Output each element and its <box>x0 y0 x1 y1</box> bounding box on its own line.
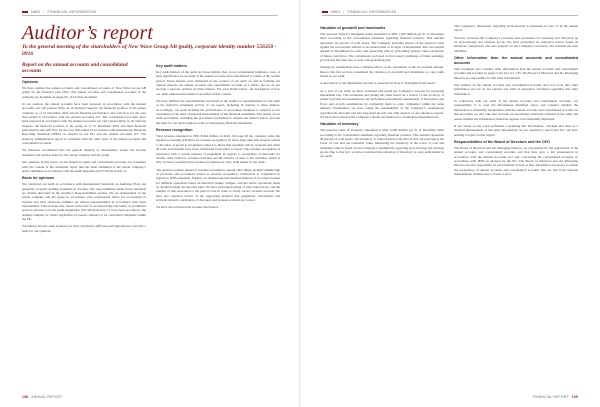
body-paragraph: We therefore recommend that the general meeting of shareholders adopts the income statement and balance sheet for the parent company and the group. <box>22 148 146 157</box>
footer-label: FINANCIAL REPORT <box>532 395 569 399</box>
body-paragraph: In our opinion, the annual accounts have been prepared in accordance with the Annual Accounts Act and present fairly, in all material respects, the financial position of the parent company as of 31 December 2022 and its financial performance and cash flow for the year then ended in accordance with the Annual Accounts Act. The consolidated accounts have been prepared in accordance with the Annual Accounts Act and present fairly, in all material respects, the financial position of the group as of 31 December 2022 and their financial performance and cash flow for the year then ended in accordance with International Financial Reporting Standards (IFRS), as adopted by the EU, and the Annual Accounts Act. The statutory administration report is consistent with the other parts of the annual accounts and consolidated accounts. <box>22 102 146 146</box>
header-separator: | <box>343 10 345 14</box>
section-heading: Revenue recognition <box>156 128 193 133</box>
section-heading: Valuation of goodwill and trademarks <box>320 26 386 30</box>
section-heading: Key audit matters <box>156 64 187 68</box>
brand-mark-icon <box>322 11 328 13</box>
header-brand: NWG <box>31 10 41 14</box>
body-paragraph: We have fulfilled the responsibilities described in the Auditor’s responsibilities for the audit of the financial statements section of our report, including in relation to these matters. Accordingly, our audit included the performance of procedures designed to respond to our assessment of the risks of material misstatement of the financial statements. The results of our audit procedures, including the procedures performed to address the matters below, provide the basis for our audit opinion on the accompanying financial statements. <box>156 99 280 125</box>
right-column-2 <box>454 24 578 388</box>
body-paragraph: Our opinion on the annual accounts and consolidated accounts does not cover this other information and we do not express any form of assurance conclusion regarding this other information. <box>454 83 578 96</box>
header-section: FINANCIAL INFORMATION <box>347 10 397 14</box>
body-paragraph: We have also reviewed the revenue disclosures. <box>156 205 219 210</box>
body-paragraph: Changes in assumptions have a material effect on the calculation of the recoverable amount. Due to this fact we have considered the valuation of goodwill and trademarks as a key audit matter in our audit. <box>320 65 444 79</box>
left-column-1 <box>22 78 146 388</box>
header-section: FINANCIAL INFORMATION <box>47 10 97 14</box>
body-paragraph: A description of the impairment test that is presented in Note 9 “Intangible fixed assets”. <box>320 81 437 86</box>
page-number: 108 <box>22 395 29 399</box>
body-paragraph: We have reviewed the Company’s processes and procedures for assessing and following up on slow-moving and obsolete goods. We have performed an analytical review based on historical comparisons and data analysis on the Company’s inventory and assessed the data reliability. <box>454 35 578 53</box>
page-header <box>322 10 578 16</box>
section-heading: Other information than the annual accounts and consolidated accounts <box>454 56 578 66</box>
body-paragraph: As a part of our audit we have evaluated and tested the Company’s process for preparing impairment test. The evaluation and testing has been based on a review of the accuracy of earlier forecasts and assumptions. We performed reasonability assessments of forecasted cash flows and growth assumptions by comparing them to other companies within the same industry. Furthermore we have tested the sustainability of the Company’s assumptions regarding the discount rate and long-term growth rate with support of our valuation experts. We have also reviewed the Company’s model and method for conducting impairment test. <box>320 88 444 119</box>
right-column-1 <box>320 24 444 388</box>
page-footer <box>533 395 578 399</box>
page-number: 109 <box>571 395 578 399</box>
section-heading: Valuation of inventory <box>320 122 359 127</box>
body-paragraph: The reported value of inventory amounted to SEK 3,290 million per 31 of December 2022 according to the consolidated statement regarding financial position. This amount represents 40 percent of total assets. The inventory is valued based on the first in first out principle at the lower of cost and net realisable value. Measuring the inventory at the lower of cost and realisable value is based on the Company’s assumptions regarding slow-moving and obsolete goods. Due to this fact, we have considered the valuation of inventory as a key audit matter in our audit. <box>320 128 444 159</box>
body-paragraph: The audit procedures related to revenue recognition, among other things include walkthrough of processes and procedures related to revenue recognition, verification of compliance in regards to IFRS standards. Further, we audited selected detailed analyses of recorded revenue for different operations based on historical results, budgets, and the below operations made by detailed testing the reported sales. We have performed testing of sales transactions, and the transfer of risk associated to the period close in order to verify correct revenue accruals. We have also assessed review of the supporting material that judgments, calculations and accruals related to estimation of discounts and revenue accruals are correct. <box>156 167 280 202</box>
footer-label: ANNUAL REPORT <box>31 395 63 399</box>
page-title: Auditor’s report <box>22 22 154 44</box>
addressee: To the general meeting of the shareholders of New Wave Group AB (publ), corporate identity number 556350 - 0916 <box>22 44 277 57</box>
body-paragraph: The reported value for intangible assets amounted to SEK 1,509 million per 31 of December 2022 according to the consolidated statement regarding financial position. That amount represents 16 percent of total assets. The Company performs checks of the reported value against the recoverable amount at an annual basis or at signs of impairment. The recoverable amount is determined for each cash generating unit by performing present value calculation of future cash flows. The calculations are based on the Group’s estimates of future earnings, growth and discount rate of each cash generating unit. <box>320 32 444 63</box>
section-heading: Responsibilities of the Board of Directors and the CEO <box>454 139 550 144</box>
header-brand: NWG <box>331 10 341 14</box>
body-paragraph: We have audited the annual accounts and consolidated accounts of New Wave Group AB (publ) for the financial year 2022. The annual accounts and consolidated accounts of the company are included on pages 63–114 in this document. <box>22 86 146 99</box>
report-heading: Report on the annual accounts and consolidated accounts <box>22 62 146 78</box>
header-separator: | <box>43 10 45 14</box>
body-paragraph: Key audit matters of the audit are those matters that, in our professional judgment, were of most significance in our audit of the annual accounts and consolidated accounts of the current period. These matters were addressed in the context of our audit of, and in forming our opinion thereon, the annual accounts and consolidated accounts as a whole, but we do not provide a separate opinion on these matters. For each matter below, our description of how our audit addressed the matter is provided in that context. <box>156 70 280 96</box>
right-page <box>300 0 600 407</box>
body-paragraph: Our opinions in this report on the annual accounts and consolidated accounts are consistent with the content of the additional report that has been submitted to the parent company’s audit committee in accordance with the Audit Regulation (537/2014) Article 11. <box>22 160 146 173</box>
body-paragraph: The Board of Directors and the Managing Director are responsible for the preparation of the annual accounts and consolidated accounts and that they give a fair presentation in accordance with the Annual Accounts Act and, concerning the consolidated accounts, in accordance with IFRS as adopted by the EU. The Board of Directors and the Managing Director are also responsible for such internal control as they determine is necessary to enable the preparation of annual accounts and consolidated accounts that are free from material misstatement, whether due to fraud or error. <box>454 145 578 176</box>
body-paragraph: Total revenue amounted to SEK 8,944 million in 2022. On page 90 the company states the applied accounting principles for revenue recognition. In those deep rules that revenue related to the sales of goods is recognized when it is likely that payment will be received and when all risks and benefits have been transferred from seller to buyer. The revenue recognition is associated with a certain element of judgement in regards to recognition of discounts for retailer, risks related to revenue reduction and the transfer of risks to the customer, which is why we have considered the revenue recognition as a key audit matter in our audit. <box>156 134 280 165</box>
body-paragraph: The Company’s disclosures regarding stock-in-trade is presented in note 15 in the annual report. <box>454 24 578 33</box>
body-paragraph: We conducted our audit in accordance with International Standards on Auditing (ISA) and generally accepted auditing standards in Sweden. Our responsibilities under those standards are further described in the Auditor’s Responsibilities section. We are independent of the parent company and the group in accordance with professional ethics for accountants in Sweden and have otherwise fulfilled our ethical responsibilities in accordance with these requirements. This includes that, based on the best of our knowledge and belief, no prohibited services referred to in the Audit Regulation (537/2014) Article 5.1 have been provided to the audited company or, where applicable, its parent company or its controlled companies within the EU. <box>22 182 146 221</box>
body-paragraph: In connection with our audit of the annual accounts and consolidated accounts, our responsibility is to read the information identified above and consider whether the information is materially inconsistent with the annual accounts and consolidated accounts. In this procedure we also take into account our knowledge otherwise obtained in the audit and assess whether the information otherwise appears to be materially misstated. <box>454 99 578 121</box>
body-paragraph: If we, based on the work performed concerning this information, conclude that there is a material misstatement of this other information, we are required to report that fact. We have nothing to report in this regard. <box>454 123 578 137</box>
left-column-2 <box>156 62 280 388</box>
body-paragraph: We believe that the audit evidence we have obtained is sufficient and appropriate to provide a basis for our opinions. <box>22 224 146 233</box>
body-paragraph: This document also contains other information than the annual accounts and consolidated accounts and is found on pages 2–62 and 115–135. The Board of Directors and the Managing Director are responsible for this other information. <box>454 67 578 80</box>
section-heading: Basis for opinions <box>22 176 55 181</box>
brand-mark-icon <box>22 11 28 13</box>
page-footer <box>22 395 62 399</box>
page-header <box>22 10 278 16</box>
section-heading: Opinions <box>22 80 38 84</box>
